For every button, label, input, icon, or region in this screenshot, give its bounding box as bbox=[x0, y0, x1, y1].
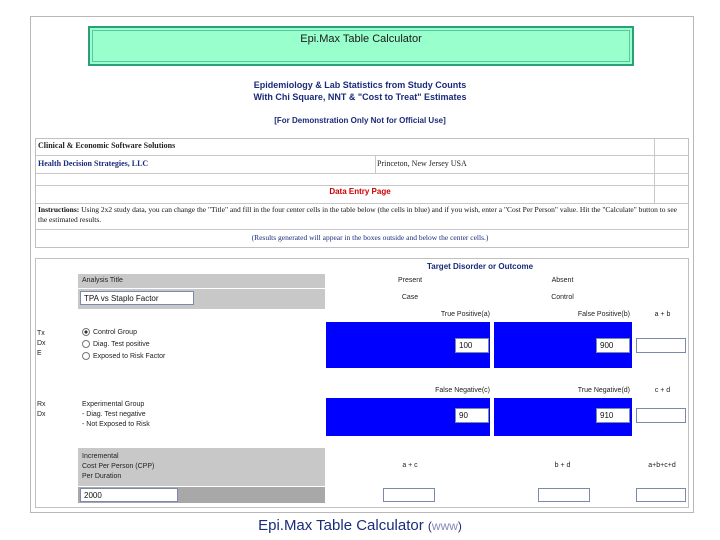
a-plus-b-label: a + b bbox=[654, 311, 671, 318]
row2-option-not-exposed: - Not Exposed to Risk bbox=[82, 421, 150, 428]
true-positive-label: True Positive(a) bbox=[440, 311, 490, 318]
col-present: Present bbox=[397, 277, 423, 284]
title-banner bbox=[88, 26, 634, 66]
cost-label-1: Incremental bbox=[82, 453, 119, 460]
c-plus-d-result[interactable] bbox=[636, 408, 686, 423]
target-header: Target Disorder or Outcome bbox=[426, 262, 534, 271]
row1-radio-group bbox=[82, 327, 165, 363]
caption-link[interactable]: www bbox=[431, 519, 458, 533]
cell-d-input[interactable]: 910 bbox=[596, 408, 630, 423]
analysis-title-label: Analysis Title bbox=[82, 277, 123, 284]
cell-a-input[interactable]: 100 bbox=[455, 338, 489, 353]
row2-side-dx: Dx bbox=[37, 411, 46, 418]
radio-label: Diag. Test positive bbox=[93, 341, 150, 348]
false-negative-label: False Negative(c) bbox=[435, 387, 490, 394]
row2-options bbox=[82, 400, 150, 430]
page-title: Epi.Max Table Calculator bbox=[300, 33, 422, 45]
radio-label: Exposed to Risk Factor bbox=[93, 353, 166, 360]
col-case: Case bbox=[401, 294, 419, 301]
a-plus-b-result[interactable] bbox=[636, 338, 686, 353]
col-absent: Absent bbox=[551, 277, 574, 284]
b-plus-d-result[interactable] bbox=[538, 488, 590, 502]
cell-b-input[interactable]: 900 bbox=[596, 338, 630, 353]
b-plus-d-label: b + d bbox=[554, 462, 571, 469]
row2-option-experimental: Experimental Group bbox=[82, 401, 145, 408]
disclaimer: [For Demonstration Only Not for Official Use] bbox=[274, 116, 446, 125]
subtitle-line2: With Chi Square, NNT & "Cost to Treat" Estimates bbox=[253, 92, 467, 102]
subtitle-line1: Epidemiology & Lab Statistics from Study Counts bbox=[253, 80, 467, 90]
total-label: a+b+c+d bbox=[648, 462, 676, 469]
caption-text: Epi.Max Table Calculator bbox=[258, 517, 424, 534]
true-negative-label: True Negative(d) bbox=[577, 387, 630, 394]
instructions-label: Instructions: bbox=[38, 205, 80, 214]
cost-label-2: Cost Per Person (CPP) bbox=[82, 463, 155, 470]
radio-label: Control Group bbox=[93, 329, 137, 336]
instructions-text: Using 2x2 study data, you can change the "Title" and fill in the four center cells in the table below (the cells in blue) and if you wish, enter a "Cost Per Person" value. Hit the "Calculate" button to see the estimated results. bbox=[38, 205, 678, 224]
data-entry-label: Data Entry Page bbox=[329, 187, 391, 196]
row1-side-e: E bbox=[37, 350, 42, 357]
row1-side-dx: Dx bbox=[37, 340, 46, 347]
row2-side-rx: Rx bbox=[37, 401, 46, 408]
row1-side-labels bbox=[37, 329, 46, 359]
a-plus-c-label: a + c bbox=[402, 462, 418, 469]
a-plus-c-result[interactable] bbox=[383, 488, 435, 502]
results-note: (Results generated will appear in the boxes outside and below the center cells.) bbox=[251, 233, 489, 242]
c-plus-d-label: c + d bbox=[654, 387, 671, 394]
radio-exposed-risk[interactable] bbox=[82, 351, 165, 363]
total-result[interactable] bbox=[636, 488, 686, 502]
col-control: Control bbox=[551, 294, 574, 301]
false-positive-label: False Positive(b) bbox=[577, 311, 630, 318]
radio-diag-test-positive[interactable] bbox=[82, 339, 165, 351]
cost-label bbox=[82, 452, 154, 482]
cost-label-3: Per Duration bbox=[82, 473, 122, 480]
radio-control-group[interactable] bbox=[82, 327, 165, 339]
row2-option-diag-negative: - Diag. Test negative bbox=[82, 411, 146, 418]
cell-c-input[interactable]: 90 bbox=[455, 408, 489, 423]
caption: Epi.Max Table Calculator (www) bbox=[258, 517, 462, 534]
analysis-title-input[interactable]: TPA vs Staplo Factor bbox=[80, 291, 194, 305]
company-name-1: Clinical & Economic Software Solutions bbox=[38, 141, 176, 150]
radio-icon bbox=[82, 352, 90, 360]
row1-side-tx: Tx bbox=[37, 330, 45, 337]
company-location: Princeton, New Jersey USA bbox=[377, 159, 467, 168]
instructions bbox=[38, 205, 686, 225]
radio-icon bbox=[82, 328, 90, 336]
cost-per-person-input[interactable]: 2000 bbox=[80, 488, 178, 502]
row2-side-labels bbox=[37, 400, 46, 420]
company-name-2: Health Decision Strategies, LLC bbox=[38, 159, 149, 168]
radio-icon bbox=[82, 340, 90, 348]
